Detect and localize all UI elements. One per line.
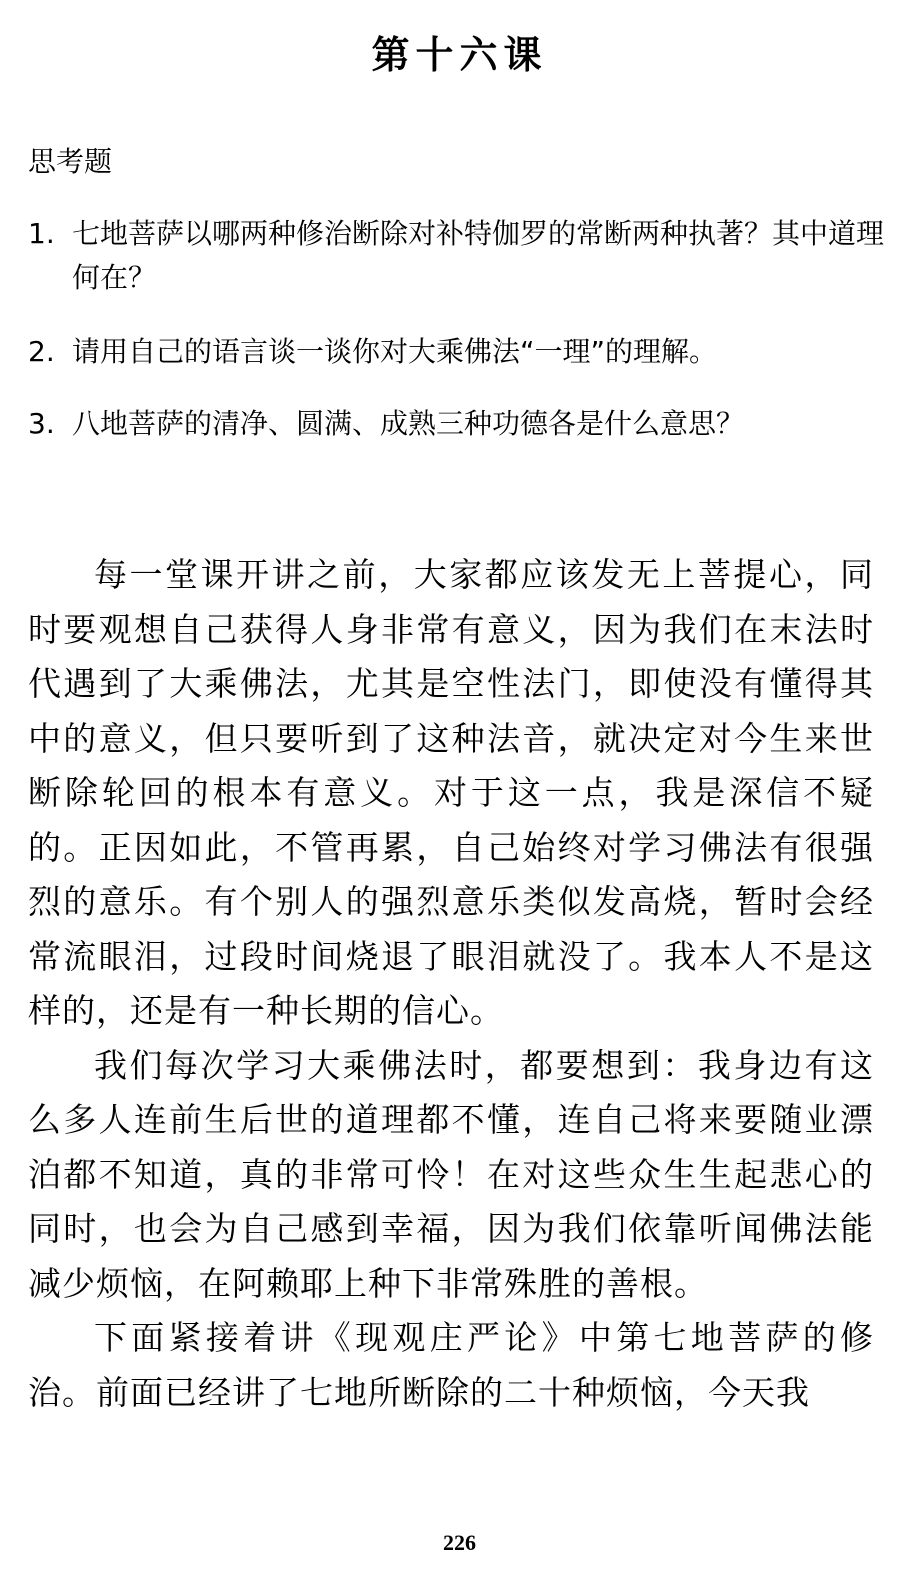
paragraph: 每一堂课开讲之前，大家都应该发无上菩提心，同时要观想自己获得人身非常有意义，因为我们在末法时代遇到了大乘佛法，尤其是空性法门，即使没有懂得其中的意义，但只要听到了这种法音，就决定对今生来世断除轮回的根本有意义。对于这一点，我是深信不疑的。正因如此，不管再累，自己始终对学习佛法有很强烈的意乐。有个别人的强烈意乐类似发高烧，暂时会经常流眼泪，过段时间烧退了眼泪就没了。我本人不是这样的，还是有一种长期的信心。: [28, 555, 874, 1030]
question-item: [28, 402, 888, 446]
paragraph: 我们每次学习大乘佛法时，都要想到：我身边有这么多人连前生后世的道理都不懂，连自己将来要随业漂泊都不知道，真的非常可怜！在对这些众生生起悲心的同时，也会为自己感到幸福，因为我们依靠听闻佛法能减少烦恼，在阿赖耶上种下非常殊胜的善根。: [28, 1045, 874, 1303]
question-item: [28, 212, 888, 300]
question-text: 请用自己的语言谈一谈你对大乘佛法“一理”的理解。: [72, 335, 718, 368]
question-text: 七地菩萨以哪两种修治断除对补特伽罗的常断两种执著？其中道理何在？: [72, 217, 885, 294]
question-item: [28, 330, 888, 374]
question-number: 3.: [28, 407, 55, 440]
question-text: 八地菩萨的清净、圆满、成熟三种功德各是什么意思？: [72, 407, 745, 440]
body-text: [28, 548, 874, 1420]
question-number: 2.: [28, 335, 55, 368]
paragraph: 下面紧接着讲《现观庄严论》中第七地菩萨的修治。前面已经讲了七地所断除的二十种烦恼，今天我: [28, 1318, 874, 1412]
questions-heading: 思考题: [28, 145, 113, 178]
page-number: 226: [443, 1530, 476, 1555]
question-number: 1.: [28, 217, 55, 250]
lesson-title: 第十六课: [371, 32, 548, 77]
